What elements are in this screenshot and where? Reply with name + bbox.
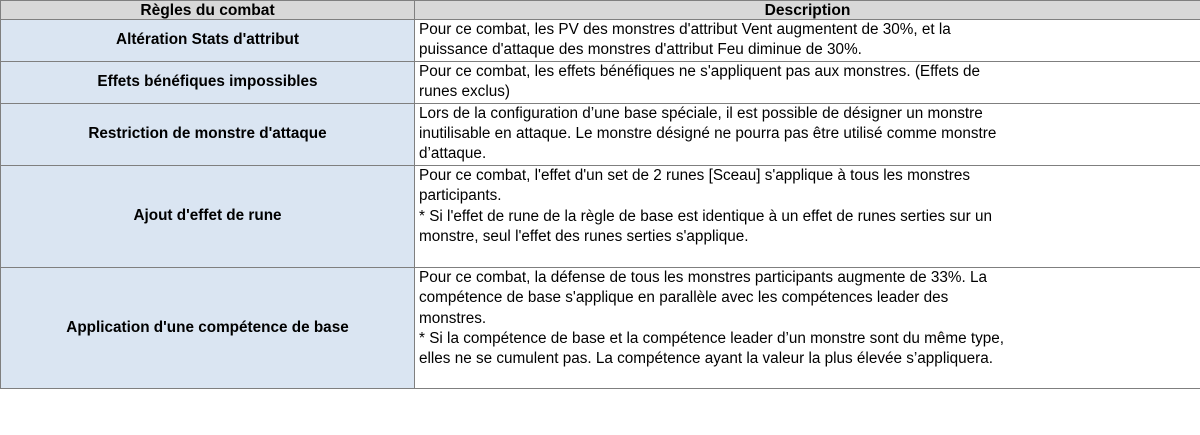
rule-description-cell: Pour ce combat, la défense de tous les monstres participants augmente de 33%. La compétence de base s'applique en parallèle avec les compétences leader des monstres. * Si la compétence de base et la compétence leader d’un monstre sont du même type, elles ne se cumulent pas. La compétence ayant la valeur la plus élevée s’appliquera. <box>415 267 1200 388</box>
column-header-rules: Règles du combat <box>1 1 415 20</box>
rule-description-cell: Lors de la configuration d’une base spéciale, il est possible de désigner un monstre inutilisable en attaque. Le monstre désigné ne pourra pas être utilisé comme monstre d’attaque. <box>415 103 1200 165</box>
column-header-description: Description <box>415 1 1200 20</box>
rule-name-cell: Altération Stats d'attribut <box>1 20 415 62</box>
table-row <box>1 20 1200 62</box>
rule-name-cell: Restriction de monstre d'attaque <box>1 103 415 165</box>
rule-description-cell: Pour ce combat, les PV des monstres d'attribut Vent augmentent de 30%, et la puissance d'attaque des monstres d'attribut Feu diminue de 30%. <box>415 20 1200 62</box>
rule-name-cell: Ajout d'effet de rune <box>1 165 415 267</box>
table-header-row <box>1 1 1200 20</box>
table-row <box>1 61 1200 103</box>
rule-name-cell: Effets bénéfiques impossibles <box>1 61 415 103</box>
rule-name-cell: Application d'une compétence de base <box>1 267 415 388</box>
rule-description-cell: Pour ce combat, les effets bénéfiques ne s'appliquent pas aux monstres. (Effets de runes exclus) <box>415 61 1200 103</box>
rule-description-cell: Pour ce combat, l'effet d'un set de 2 runes [Sceau] s'applique à tous les monstres participants. * Si l'effet de rune de la règle de base est identique à un effet de runes serties sur un monstre, seul l'effet des runes serties s'applique. <box>415 165 1200 267</box>
table-row <box>1 267 1200 388</box>
table-row <box>1 103 1200 165</box>
table-row <box>1 165 1200 267</box>
